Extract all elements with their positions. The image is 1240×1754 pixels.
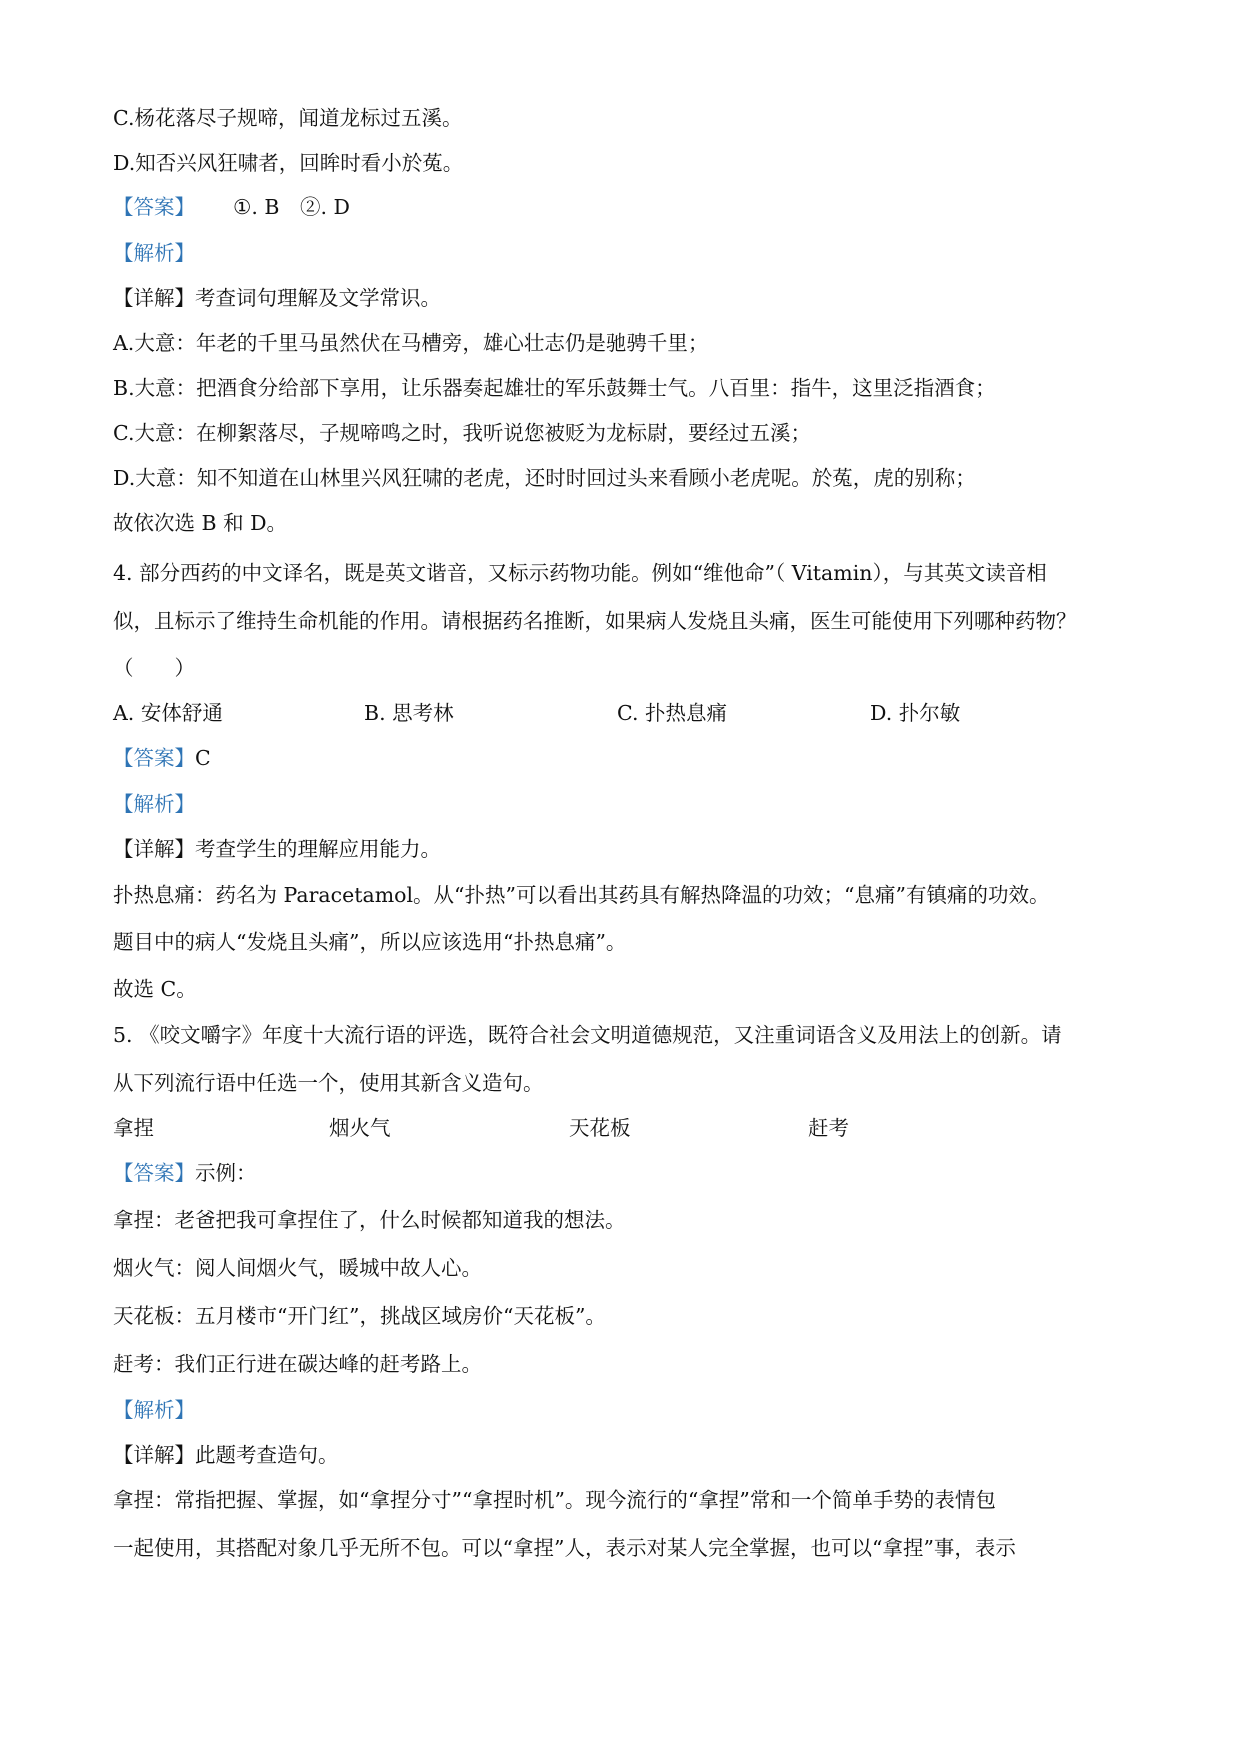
q4-analysis-tag: 【解析】 [113,792,195,816]
q4-explain-line2: 题目中的病人“发烧且头痛”，所以应该选用“扑热息痛”。 [113,930,627,954]
q5-example-3: 天花板：五月楼市“开门红”，挑战区域房价“天花板”。 [113,1304,606,1328]
q5-stem-line1: 5. 《咬文嚼字》年度十大流行语的评选，既符合社会文明道德规范，又注重词语含义及用法上的创新。请 [113,1023,1062,1047]
answer-text: ①. B ②. D [233,195,350,219]
answer-text: C [195,746,211,770]
answer-tag: 【答案】 [113,1161,195,1185]
q5-example-4: 赶考：我们正行进在碳达峰的赶考路上。 [113,1352,482,1376]
q5-analysis-tag: 【解析】 [113,1398,195,1422]
answer-text: 示例： [195,1161,257,1185]
q3-answer [113,192,1133,222]
q3-explain-c: C.大意：在柳絮落尽，子规啼鸣之时，我听说您被贬为龙标尉，要经过五溪； [113,421,811,445]
q4-option-c: C. 扑热息痛 [617,701,727,725]
answer-tag: 【答案】 [113,746,195,770]
q3-option-d: D.知否兴风狂啸者，回眸时看小於菟。 [113,151,464,175]
q3-explain-d: D.大意：知不知道在山林里兴风狂啸的老虎，还时时回过头来看顾小老虎呢。於菟，虎的别称； [113,466,976,490]
q5-explain-line2: 一起使用，其搭配对象几乎无所不包。可以“拿捏”人，表示对某人完全掌握，也可以“拿捏”事，表示 [113,1536,1016,1560]
q5-stem-line2: 从下列流行语中任选一个，使用其新含义造句。 [113,1071,544,1095]
q4-stem-line1: 4. 部分西药的中文译名，既是英文谐音，又标示药物功能。例如“维他命”（ Vitamin），与其英文读音相 [113,561,1047,585]
q3-analysis-tag: 【解析】 [113,241,195,265]
answer-tag: 【答案】 [113,195,195,219]
q3-conclusion: 故依次选 B 和 D。 [113,511,288,535]
q4-stem-line2: 似，且标示了维持生命机能的作用。请根据药名推断，如果病人发烧且头痛，医生可能使用下列哪种药物？ [113,609,1077,633]
q4-conclusion: 故选 C。 [113,977,197,1001]
q5-word-1: 拿捏 [113,1116,154,1140]
q3-detail: 【详解】考查词句理解及文学常识。 [113,286,441,310]
q3-explain-b: B.大意：把酒食分给部下享用，让乐器奏起雄壮的军乐鼓舞士气。八百里：指牛，这里泛指酒食； [113,376,996,400]
q4-option-b: B. 思考林 [364,701,454,725]
q4-option-d: D. 扑尔敏 [870,701,961,725]
q5-word-4: 赶考 [808,1116,849,1140]
q5-example-2: 烟火气：阅人间烟火气，暖城中故人心。 [113,1256,482,1280]
q5-word-3: 天花板 [569,1116,631,1140]
q4-option-a: A. 安体舒通 [113,701,223,725]
q4-answer [113,743,1133,773]
q3-option-c: C.杨花落尽子规啼，闻道龙标过五溪。 [113,106,463,130]
q4-explain-line1: 扑热息痛：药名为 Paracetamol。从“扑热”可以看出其药具有解热降温的功效；“息痛”有镇痛的功效。 [113,883,1050,907]
q5-detail: 【详解】此题考查造句。 [113,1443,339,1467]
q5-explain-line1: 拿捏：常指把握、掌握，如“拿捏分寸”“拿捏时机”。现今流行的“拿捏”常和一个简单手势的表情包 [113,1488,996,1512]
q3-explain-a: A.大意：年老的千里马虽然伏在马槽旁，雄心壮志仍是驰骋千里； [113,331,709,355]
q5-example-1: 拿捏：老爸把我可拿捏住了，什么时候都知道我的想法。 [113,1208,626,1232]
q4-blank: （ ） [113,656,195,680]
q5-answer [113,1158,1133,1188]
q4-detail: 【详解】考查学生的理解应用能力。 [113,837,441,861]
q5-word-2: 烟火气 [329,1116,391,1140]
